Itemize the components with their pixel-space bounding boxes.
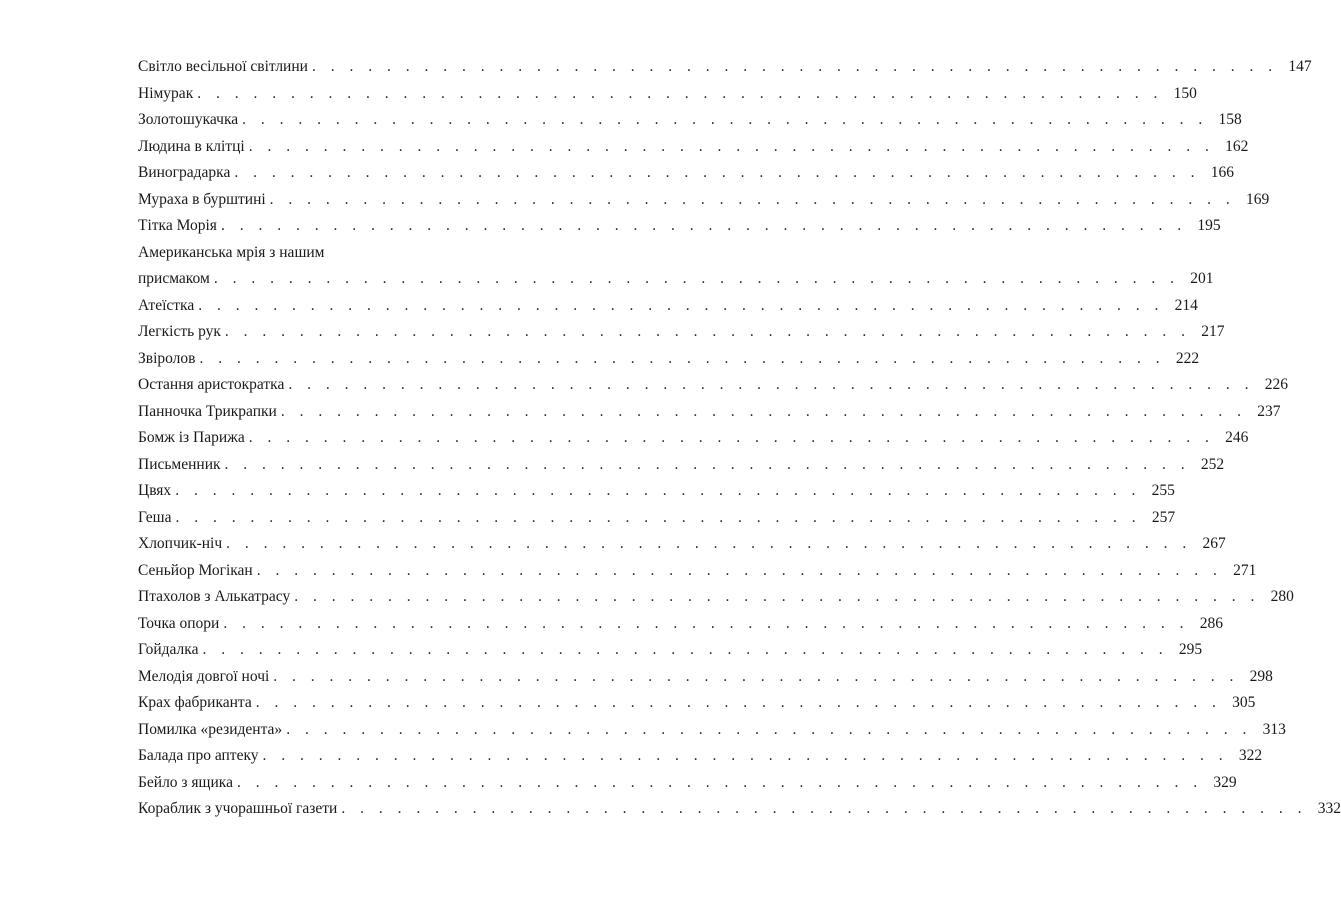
toc-entry <box>138 160 1234 187</box>
toc-entry-title: Хлопчик-ніч <box>138 535 223 552</box>
toc-entry <box>138 240 1214 293</box>
toc-entry <box>138 558 1257 585</box>
dot-leader: . . . . . . . . . . . . . . . . . . . . . . . . . . . . . . . . . . . . . . . . . . . . . . . . . . . . <box>255 694 1222 711</box>
toc-entry-page-number: 257 <box>1151 508 1176 526</box>
toc-entry-page-number: 252 <box>1200 455 1225 473</box>
toc-entry-page-number: 147 <box>1288 58 1312 75</box>
toc-entry-page-number: 226 <box>1264 376 1288 393</box>
toc-entry-page-number: 322 <box>1238 747 1263 764</box>
dot-leader: . . . . . . . . . . . . . . . . . . . . . . . . . . . . . . . . . . . . . . . . . . . . . . . . . . . . <box>288 376 1254 393</box>
toc-entry-title: Бейло з ящика <box>138 773 233 791</box>
dot-leader: . . . . . . . . . . . . . . . . . . . . . . . . . . . . . . . . . . . . . . . . . . . . . . . . . . . . <box>199 349 1166 367</box>
toc-entry-title: Атеїстка <box>138 296 195 314</box>
toc-entry <box>138 770 1237 797</box>
toc-entry <box>138 584 1294 611</box>
toc-entry-title: Мелодія довгої ночі <box>138 667 270 685</box>
toc-entry-title: Звіролов <box>138 349 196 367</box>
table-of-contents <box>138 54 1341 823</box>
toc-entry-title: Тітка Морія <box>138 217 217 234</box>
dot-leader: . . . . . . . . . . . . . . . . . . . . . . . . . . . . . . . . . . . . . . . . . . . . . . . . . . . . <box>242 111 1208 128</box>
toc-entry-page-number: 295 <box>1178 641 1203 658</box>
toc-entry <box>138 664 1273 691</box>
dot-leader: . . . . . . . . . . . . . . . . . . . . . . . . . . . . . . . . . . . . . . . . . . . . . . . . . . . . <box>280 402 1247 420</box>
dot-leader: . . . . . . . . . . . . . . . . . . . . . . . . . . . . . . . . . . . . . . . . . . . . . . . . . . . . <box>248 429 1215 446</box>
toc-entry <box>138 293 1198 320</box>
toc-entry-title: Остання аристократка <box>138 376 285 393</box>
dot-leader: . . . . . . . . . . . . . . . . . . . . . . . . . . . . . . . . . . . . . . . . . . . . . . . . . . . . <box>256 561 1223 579</box>
toc-entry-page-number: 246 <box>1225 429 1249 446</box>
toc-entry <box>138 346 1200 373</box>
toc-entry-title: Кораблик з учорашньої газети <box>138 800 338 817</box>
dot-leader: . . . . . . . . . . . . . . . . . . . . . . . . . . . . . . . . . . . . . . . . . . . . . . . . . . . . <box>175 482 1141 499</box>
toc-entry <box>138 319 1225 346</box>
toc-entry-title: Письменник <box>138 455 221 473</box>
dot-leader: . . . . . . . . . . . . . . . . . . . . . . . . . . . . . . . . . . . . . . . . . . . . . . . . . . . . <box>236 773 1203 791</box>
dot-leader: . . . . . . . . . . . . . . . . . . . . . . . . . . . . . . . . . . . . . . . . . . . . . . . . . . . . <box>286 720 1252 738</box>
toc-entry-page-number: 267 <box>1202 535 1226 552</box>
toc-entry-title: Легкість рук <box>138 323 221 340</box>
toc-entry <box>138 690 1256 717</box>
dot-leader: . . . . . . . . . . . . . . . . . . . . . . . . . . . . . . . . . . . . . . . . . . . . . . . . . . . . <box>341 800 1307 817</box>
toc-entry-page-number: 217 <box>1201 323 1225 340</box>
dot-leader: . . . . . . . . . . . . . . . . . . . . . . . . . . . . . . . . . . . . . . . . . . . . . . . . . . . . <box>198 296 1164 314</box>
dot-leader: . . . . . . . . . . . . . . . . . . . . . . . . . . . . . . . . . . . . . . . . . . . . . . . . . . . . <box>311 58 1278 75</box>
toc-entry <box>138 54 1312 81</box>
dot-leader: . . . . . . . . . . . . . . . . . . . . . . . . . . . . . . . . . . . . . . . . . . . . . . . . . . . . <box>294 588 1260 605</box>
toc-entry-title: Птахолов з Алькатрасу <box>138 588 291 605</box>
dot-leader: . . . . . . . . . . . . . . . . . . . . . . . . . . . . . . . . . . . . . . . . . . . . . . . . . . . . <box>224 455 1191 473</box>
toc-entry-title: Людина в клітці <box>138 137 245 155</box>
toc-entry-page-number: 286 <box>1199 614 1223 632</box>
toc-entry <box>138 372 1288 399</box>
toc-entry-page-number: 255 <box>1151 482 1175 499</box>
toc-entry-page-number: 313 <box>1262 720 1286 738</box>
toc-entry-title: Бомж із Парижа <box>138 429 245 446</box>
toc-entry-page-number: 237 <box>1257 402 1281 420</box>
dot-leader: . . . . . . . . . . . . . . . . . . . . . . . . . . . . . . . . . . . . . . . . . . . . . . . . . . . . <box>234 164 1200 181</box>
toc-entry <box>138 425 1249 452</box>
toc-entry-page-number: 332 <box>1317 800 1341 817</box>
toc-entry-page-number: 169 <box>1246 190 1270 208</box>
toc-entry-title: Балада про аптеку <box>138 747 259 764</box>
toc-entry-page-number: 298 <box>1249 667 1273 685</box>
dot-leader: . . . . . . . . . . . . . . . . . . . . . . . . . . . . . . . . . . . . . . . . . . . . . . . . . . . . <box>224 323 1191 340</box>
toc-entry-page-number: 280 <box>1270 588 1294 605</box>
toc-entry-title: Виноградарка <box>138 164 231 181</box>
toc-entry <box>138 478 1175 505</box>
dot-leader: . . . . . . . . . . . . . . . . . . . . . . . . . . . . . . . . . . . . . . . . . . . . . . . . . . . . <box>262 747 1229 764</box>
dot-leader: . . . . . . . . . . . . . . . . . . . . . . . . . . . . . . . . . . . . . . . . . . . . . . . . . . . . <box>273 667 1239 685</box>
toc-entry-title: Світло весільної світлини <box>138 58 308 75</box>
toc-entry-title: Крах фабриканта <box>138 694 252 711</box>
toc-entry-title: Гойдалка <box>138 641 199 658</box>
toc-entry-page-number: 150 <box>1173 84 1197 102</box>
toc-entry <box>138 717 1286 744</box>
toc-entry-page-number: 271 <box>1233 561 1257 579</box>
dot-leader: . . . . . . . . . . . . . . . . . . . . . . . . . . . . . . . . . . . . . . . . . . . . . . . . . . . . <box>223 614 1189 632</box>
toc-entry-page-number: 195 <box>1197 217 1221 234</box>
toc-entry-page-number: 214 <box>1174 296 1198 314</box>
toc-entry <box>138 107 1242 134</box>
toc-entry <box>138 743 1263 770</box>
toc-entry-page-number: 222 <box>1175 349 1200 367</box>
toc-entry-title: Німурак <box>138 84 194 102</box>
toc-entry-page-number: 166 <box>1210 164 1234 181</box>
toc-entry <box>138 796 1341 823</box>
toc-entry-title: присмаком <box>138 270 210 287</box>
toc-entry-title: Помилка «резидента» <box>138 720 283 738</box>
dot-leader: . . . . . . . . . . . . . . . . . . . . . . . . . . . . . . . . . . . . . . . . . . . . . . . . . . . . <box>220 217 1187 234</box>
toc-entry-title: Панночка Трикрапки <box>138 402 277 420</box>
toc-entry <box>138 187 1270 214</box>
toc-entry-title: Сеньйор Могікан <box>138 561 253 579</box>
toc-entry-title-line1: Американська мрія з нашим <box>138 243 325 261</box>
toc-entry <box>138 611 1223 638</box>
toc-entry-title: Золотошукачка <box>138 111 239 128</box>
toc-entry-title: Точка опори <box>138 614 220 632</box>
toc-entry-page-number: 305 <box>1232 694 1256 711</box>
dot-leader: . . . . . . . . . . . . . . . . . . . . . . . . . . . . . . . . . . . . . . . . . . . . . . . . . . . . <box>197 84 1163 102</box>
toc-entry <box>138 452 1225 479</box>
toc-entry <box>138 637 1203 664</box>
toc-entry <box>138 213 1221 240</box>
toc-entry-title: Цвях <box>138 482 172 499</box>
toc-entry <box>138 505 1176 532</box>
dot-leader: . . . . . . . . . . . . . . . . . . . . . . . . . . . . . . . . . . . . . . . . . . . . . . . . . . . . <box>248 137 1215 155</box>
toc-entry <box>138 399 1281 426</box>
dot-leader: . . . . . . . . . . . . . . . . . . . . . . . . . . . . . . . . . . . . . . . . . . . . . . . . . . . . <box>269 190 1236 208</box>
dot-leader: . . . . . . . . . . . . . . . . . . . . . . . . . . . . . . . . . . . . . . . . . . . . . . . . . . . . <box>213 270 1180 287</box>
dot-leader: . . . . . . . . . . . . . . . . . . . . . . . . . . . . . . . . . . . . . . . . . . . . . . . . . . . . <box>175 508 1142 526</box>
toc-entry <box>138 81 1197 108</box>
toc-entry-page-number: 201 <box>1190 270 1214 287</box>
dot-leader: . . . . . . . . . . . . . . . . . . . . . . . . . . . . . . . . . . . . . . . . . . . . . . . . . . . . <box>202 641 1169 658</box>
dot-leader: . . . . . . . . . . . . . . . . . . . . . . . . . . . . . . . . . . . . . . . . . . . . . . . . . . . . <box>226 535 1192 552</box>
toc-entry-title: Мураха в бурштині <box>138 190 266 208</box>
toc-entry-page-number: 158 <box>1218 111 1242 128</box>
toc-entry-page-number: 329 <box>1213 773 1237 791</box>
toc-entry-title: Геша <box>138 508 172 526</box>
toc-entry <box>138 531 1226 558</box>
toc-entry-page-number: 162 <box>1225 137 1249 155</box>
toc-entry <box>138 134 1249 161</box>
